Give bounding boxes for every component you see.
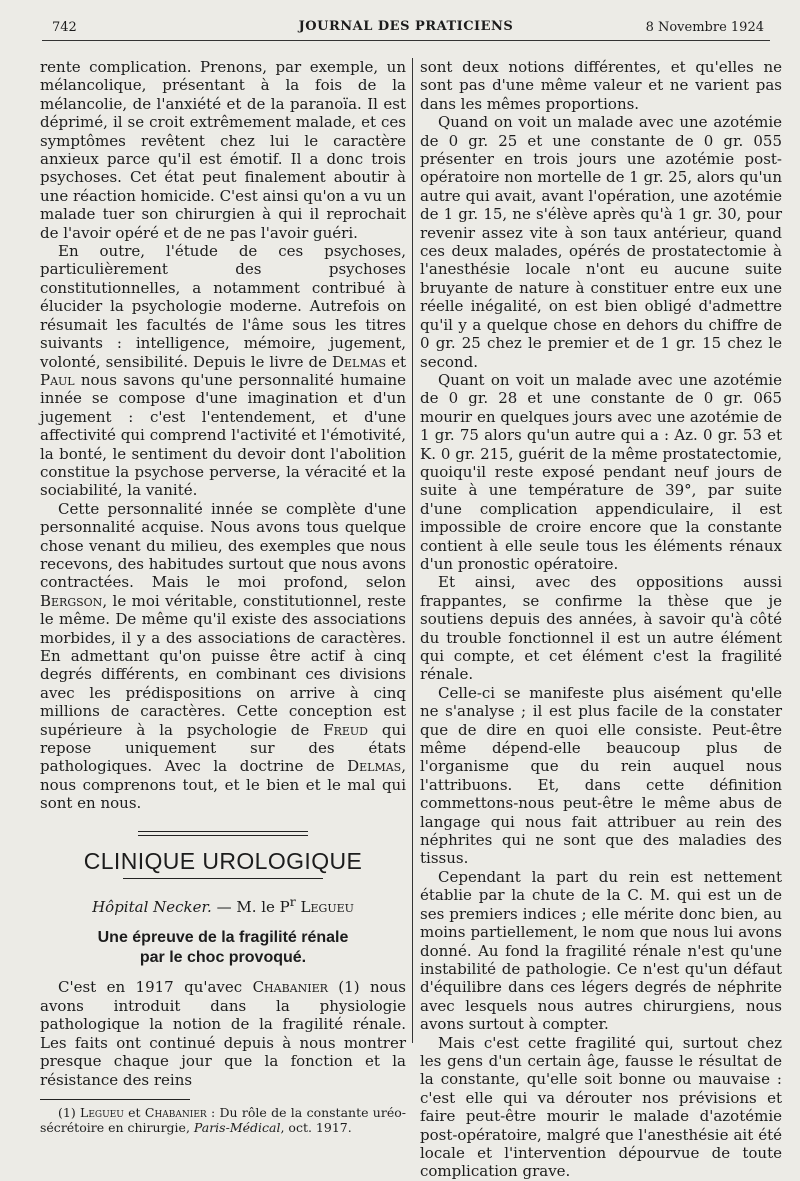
page-header [42, 18, 770, 41]
author-name: Legueu [300, 898, 354, 917]
author-name: Paul [40, 370, 75, 389]
author-name: Bergson [40, 591, 103, 610]
paragraph: rente complication. Prenons, par exemple, un mélancolique, présentant à la fois de la mélancolie, de l'anxiété et de la paranoïa. Il est déprimé, il se croit extrêmement malade, et ces symptômes revêtent chez lui le caractère anxieux parce qu'il est émotif. Il a donc trois psychoses. Cet état peut finalement aboutir à une réaction homicide. C'est ainsi qu'on a vu un malade tuer son chirurgien à qui il reprochait de l'avoir opéré et de ne pas l'avoir guéri. [40, 58, 406, 242]
right-column [420, 58, 782, 1181]
footnote-rule [40, 1099, 190, 1100]
paragraph: Quand on voit un malade avec une azotémie de 0 gr. 25 et une constante de 0 gr. 055 présenter en trois jours une azotémie post-opératoire non mortelle de 1 gr. 25, alors qu'un autre qui avait, avant l'opération, une azotémie de 1 gr. 15, ne s'élève après qu'à 1 gr. 30, pour revenir assez vite à son taux antérieur, quand ces deux malades, opérés de prostatectomie à l'anesthésie locale n'ont eu aucune suite bruyante de nature à constituer entre eux une réelle inégalité, on est bien obligé d'admettre qu'il y a quelque chose en dehors du chiffre de 0 gr. 25 chez le premier et de 1 gr. 15 chez le second. [420, 113, 782, 371]
paragraph: Cette personnalité innée se complète d'une personnalité acquise. Nous avons tous quelque chose venant du milieu, des exemples que nous recevons, des habitudes surtout que nous avons contractées. Mais le moi profond, selon Bergson, le moi véritable, constitutionnel, reste le même. De même qu'il existe des associations morbides, il y a des associations de caractères. En admettant qu'on puisse être actif à cinq degrés différents, en combinant ces divisions avec les prédispositions on arrive à cinq millions de caractères. Cette conception est supérieure à la psychologie de Freud qui repose uniquement sur des états pathologiques. Avec la doctrine de Delmas, nous comprenons tout, et le bien et le mal qui sont en nous. [40, 499, 406, 813]
paragraph: C'est en 1917 qu'avec Chabanier (1) nous avons introduit dans la physiologie pathologique la notion de la fragilité rénale. Les faits ont continué depuis à nous montrer presque chaque jour que la fonction et la résistance des reins [40, 978, 406, 1089]
section-rule [123, 878, 323, 879]
paragraph: En outre, l'étude de ces psychoses, particulièrement des psychoses constitutionnelles, a notamment contribué à élucider la psychologie moderne. Autrefois on résumait les facultés de l'âme sous les titres suivants : intelligence, mémoire, jugement, volonté, sensibilité. Depuis le livre de Delmas et Paul nous savons qu'une personnalité humaine innée se compose d'une imagination et d'un jugement : c'est l'entendement, et d'une affectivité qui comprend l'activité et l'émotivité, la bonté, le sentiment du devoir dont l'abolition constitue la psychose perverse, la véracité et la sociabilité, la vanité. [40, 242, 406, 500]
paragraph: Mais c'est cette fragilité qui, surtout chez les gens d'un certain âge, fausse le résultat de la constante, qu'elle soit bonne ou mauvaise : c'est elle qui va dérouter nos prévisions et faire peut-être mourir le malade d'azotémie post-opératoire, malgré que l'anesthésie ait été locale et l'intervention dépourvue de toute complication grave. [420, 1033, 782, 1181]
paragraph: sont deux notions différentes, et qu'elles ne sont pas d'une même valeur et ne varient pas dans les mêmes proportions. [420, 58, 782, 113]
article-title: Une épreuve de la fragilité rénale par le choc provoqué. [97, 929, 349, 967]
left-column [40, 58, 406, 1135]
hospital-line: Hôpital Necker. — M. le $P^r$ Legueu [92, 894, 354, 917]
page-number: 742 [52, 20, 77, 35]
section-separator [138, 831, 308, 836]
column-divider [412, 58, 413, 1043]
paragraph: Quant on voit un malade avec une azotémie de 0 gr. 28 et une constante de 0 gr. 065 mourir en quelques jours avec une azotémie de 1 gr. 75 alors qu'un autre qui a : Az. 0 gr. 53 et K. 0 gr. 215, guérit de la même prostatectomie, quoiqu'il reste exposé pendant neuf jours de suite à une température de 39°, par suite d'une complication appendiculaire, il est impossible de croire encore que la constante contient à elle seule tous les éléments rénaux d'un pronostic opératoire. [420, 370, 782, 573]
journal-title: JOURNAL DES PRATICIENS [298, 19, 514, 34]
footnote: (1) Legueu et Chabanier : Du rôle de la constante uréo-sécrétoire en chirurgie, Paris-Médical, oct. 1917. [40, 1104, 406, 1135]
author-name: Freud [323, 720, 368, 739]
author-name: Chabanier [252, 978, 328, 997]
paragraph: Et ainsi, avec des oppositions aussi frappantes, se confirme la thèse que je soutiens depuis des années, à savoir qu'à côté du trouble fonctionnel il est un autre élément qui compte, et cet élément c'est la fragilité rénale. [420, 573, 782, 684]
issue-date: 8 Novembre 1924 [645, 20, 764, 35]
paragraph: Cependant la part du rein est nettement établie par la chute de la C. M. qui est un de ses premiers indices ; elle mérite donc bien, au moins partiellement, le nom que nous lui avons donné. Au fond la fragilité rénale n'est qu'une instabilité de pathologie. Ce n'est qu'un défaut d'équilibre dans ces légers degrés de néphrite avec lesquels nous autres chirurgiens, nous avons surtout à compter. [420, 867, 782, 1034]
author-name: Delmas [331, 352, 387, 371]
author-name: Delmas [347, 757, 402, 776]
paragraph: Celle-ci se manifeste plus aisément qu'elle ne s'analyse ; il est plus facile de la constater que de dire en quoi elle consiste. Peut-être même dépend-elle beaucoup plus de l'organisme que du rein auquel nous l'attribuons. Et, dans cette définition commettons-nous peut-être le même abus de langage qui nous fait attribuer au rein des néphrites qui ne sont que des maladies des tissus. [420, 683, 782, 868]
section-title: CLINIQUE UROLOGIQUE [83, 847, 363, 874]
